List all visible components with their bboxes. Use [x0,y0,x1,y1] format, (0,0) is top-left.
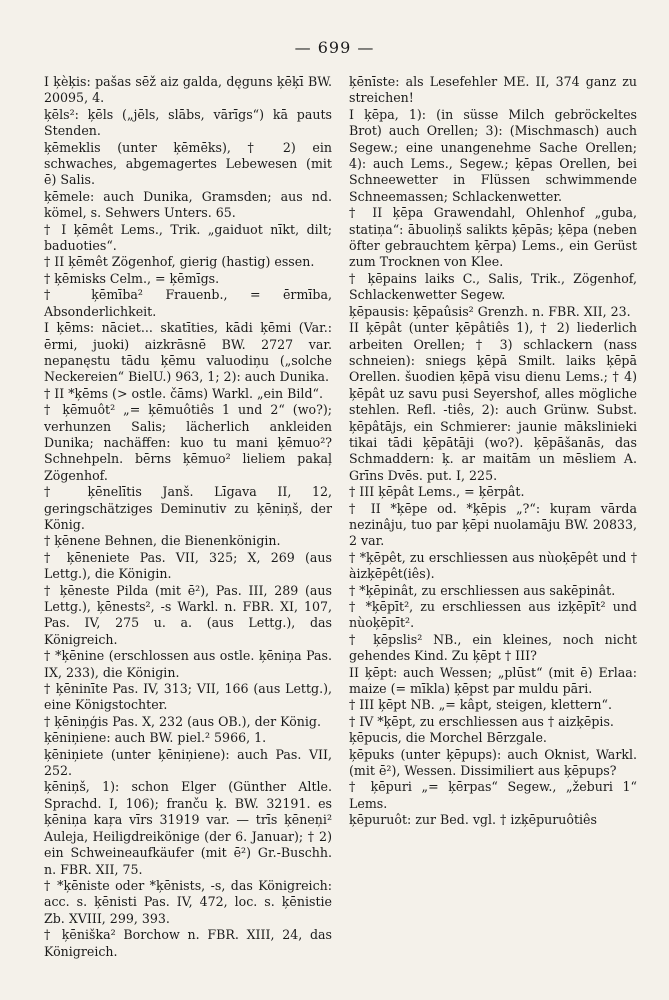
dictionary-entry: ķēls²: ķēls („jēls, slābs, vārīgs“) kā pauts Stenden. [44,106,332,139]
dictionary-entry: ķēniņiete (unter ķēniņiene): auch Pas. VII, 252. [44,746,332,779]
dictionary-entry: † III ķēpt NB. „= kâpt, steigen, klettern“. [349,697,612,713]
dictionary-entry: † ķēmisks Celm., = ķēmīgs. [44,270,220,286]
dictionary-entry: † ķēniška² Borchow n. FBR. XIII, 24, das Königreich. [44,927,332,959]
dictionary-entry: ķēpucis, die Morchel Bērzgale. [349,730,547,746]
dictionary-entry: † ķēninīte Pas. IV, 313; VII, 166 (aus Lettg.), eine Königstochter. [44,681,332,713]
dictionary-entry: † III ķēpât Lems., = ķērpât. [349,484,525,500]
dictionary-entry: ķēmele: auch Dunika, Gramsden; aus nd. kömel, s. Sehwers Unters. 65. [44,188,332,221]
dictionary-entry: † IV *ķēpt, zu erschliessen aus † aizķēpis. [349,713,614,729]
dictionary-entry: † ķēneniete Pas. VII, 325; X, 269 (aus Lettg.), die Königin. [44,549,332,582]
dictionary-entry: I ķēms: nāciet... skatīties, kādi ķēmi (Var.: ērmi, juoki) aizkrāsnē BW. 2727 var. nepanęstu tādu ķēmu valuodiņu („solche Neckereien“ BielU.) 963, 1; 2): auch Dunika. [44,320,332,385]
dictionary-entry: † II *ķēpe od. *ķēpis „?“: kuŗam vārda nezinâju, tuo par ķēpi nuolamāju BW. 20833, 2 var. [349,500,637,549]
dictionary-entry: † *ķēniste oder *ķēnists, -s, das Königreich: acc. s. ķēnisti Pas. IV, 472, loc. s. ķēnistie Zb. XVIII, 299, 393. [44,877,332,926]
dictionary-entry: ķēnīste: als Lesefehler ME. II, 374 ganz zu streichen! [349,74,637,106]
dictionary-entry: † *ķēpīt², zu erschliessen aus izķēpīt² und nùoķēpīt². [349,599,637,631]
dictionary-entry: II ķēpât (unter ķēpâtiês 1), † 2) liederlich arbeiten Orellen; † 3) schlackern (nass schneien): sniegs ķēpā Smilt. laiks ķēpā Orellen. šuodien ķēpā visu dienu Lems.; † 4) ķēpât uz savu pusi Seyershof, alles mögliche stehlen. Refl. -tiês, 2): auch Grünw. Subst. ķēpâtājs, ein Schmierer: jaunie mākslinieki tikai tādi ķēpātāji (wo?). ķēpāšanās, das Schmaddern: ķ. ar maitām un mēsliem A. Grīns Dvēs. put. I, 225. [349,320,637,483]
right-column [349,74,637,829]
dictionary-entry: † II *ķēms (> ostle. čāms) Warkl. „ein Bild“. [44,385,323,401]
dictionary-entry: † ķēneste Pilda (mit ē²), Pas. III, 289 (aus Lettg.), ķēnests², -s Warkl. n. FBR. XI, 107, Pas. IV, 275 u. a. (aus Lettg.), das Königreich. [44,582,332,647]
dictionary-entry: ķēpuruôt: zur Bed. vgl. † izķēpuruôtiês [349,812,597,828]
dictionary-entry: † I ķēmêt Lems., Trik. „gaiduot nīkt, dilt; baduoties“. [44,221,332,254]
dictionary-entry: † ķēnene Behnen, die Bienenkönigin. [44,533,281,549]
dictionary-entry: † ķēpslis² NB., ein kleines, noch nicht gehendes Kind. Zu ķēpt † III? [349,631,637,664]
dictionary-entry: † *ķēnine (erschlossen aus ostle. ķēniņa Pas. IX, 233), die Königin. [44,648,332,680]
dictionary-entry: † II ķēmêt Zögenhof, gierig (hastig) essen. [44,254,315,270]
dictionary-entry: ķēpausis: ķēpaûsis² Grenzh. n. FBR. XII, 23. [349,303,631,319]
dictionary-entry: † II ķēpa Grawendahl, Ohlenhof „guba, statiņa“: ābuoliņš salikts ķēpās; ķēpa (neben öfter gebrauchtem ķērpa) Lems., ein Gerüst zum Trocknen von Klee. [349,205,637,270]
page-number: — 699 — [294,38,375,57]
dictionary-entry: † ķēmuôt² „= ķēmuôtiês 1 und 2“ (wo?); verhunzen Salis; lächerlich ankleiden Dunika; nachäffen: kuo tu mani ķēmuo²? Schnehpeln. bērns ķēmuo² lieliem pakaļ Zögenhof. [44,402,332,483]
dictionary-entry: ķēpuks (unter ķēpups): auch Oknist, Warkl. (mit ē²), Wessen. Dissimiliert aus ķēpups? [349,746,637,779]
dictionary-entry: I ķēpa, 1): (in süsse Milch gebröckeltes Brot) auch Orellen; 3): (Mischmasch) auch Segew.; eine unangenehme Sache Orellen; 4): auch Lems., Segew.; ķēpas Orellen, bei Schneewetter in Flüssen schwimmende Schneemassen; Schlackenwetter. [349,106,637,204]
dictionary-entry: † ķēnelītis Janš. Līgava II, 12, geringschätziges Deminutiv zu ķēniņš, der König. [44,484,332,532]
dictionary-entry: ķēniņiene: auch BW. piel.² 5966, 1. [44,730,267,746]
dictionary-entry: † *ķēpêt, zu erschliessen aus nùoķēpêt und † àizķēpêt(iês). [349,549,637,582]
dictionary-entry: † ķēpains laiks C., Salis, Trik., Zögenhof, Schlackenwetter Segew. [349,270,637,303]
left-column [44,74,332,960]
dictionary-entry: ķēniņš, 1): schon Elger (Günther Altle. Sprachd. I, 106); franču ķ. BW. 32191. es ķēniņa kaŗa vīrs 31919 var. — trīs ķēneņi² Auleja, Heiligdreikönige (der 6. Januar); † 2) ein Schweineaufkäufer (mit ē²) Gr.-Buschh. n. FBR. XII, 75. [44,779,332,877]
dictionary-entry: † ķēpuri „= ķērpas“ Segew., „žeburi 1“ Lems. [349,779,637,811]
dictionary-entry: II ķēpt: auch Wessen; „plūst“ (mit ē) Erlaa: maize (= mīkla) ķēpst par muldu pāri. [349,664,637,697]
dictionary-entry: ķēmeklis (unter ķēmēks), † 2) ein schwaches, abgemagertes Lebewesen (mit ē) Salis. [44,139,332,188]
dictionary-entry: † ķēmība² Frauenb., = ērmība, Absonderlichkeit. [44,287,332,319]
dictionary-entry: † *ķēpinât, zu erschliessen aus sakēpinât. [349,582,616,598]
dictionary-entry: † ķēniņģis Pas. X, 232 (aus OB.), der König. [44,713,321,729]
dictionary-entry: I ķèķis: pašas sēž aiz galda, dęguns ķēķī BW. 20095, 4. [44,74,332,106]
